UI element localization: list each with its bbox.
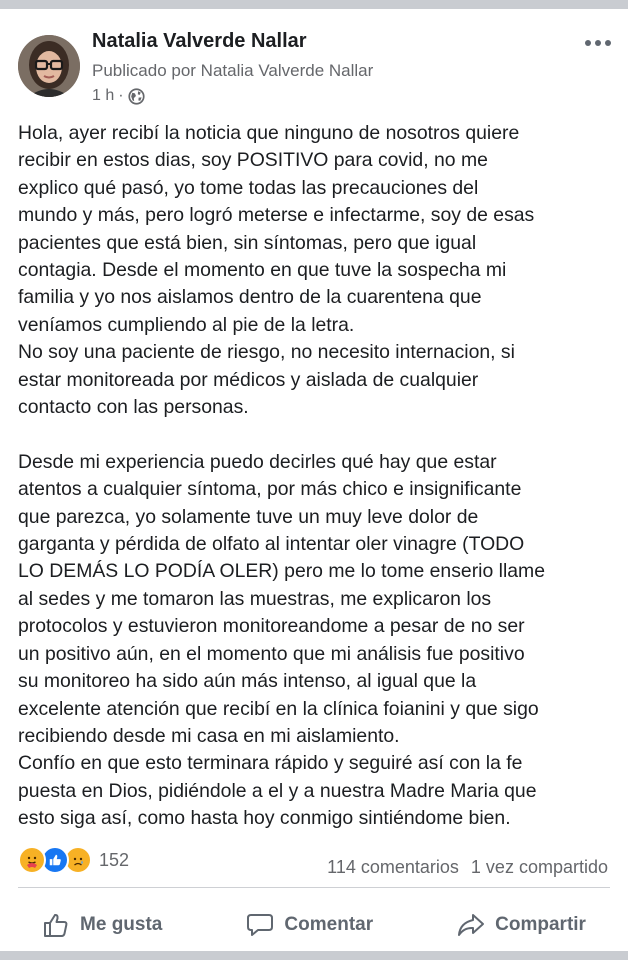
comment-button[interactable] — [246, 912, 373, 938]
post-time[interactable]: 1 h — [92, 87, 115, 104]
share-label: Compartir — [495, 914, 586, 935]
like-button[interactable] — [42, 912, 162, 938]
globe-icon[interactable] — [128, 88, 145, 105]
divider — [18, 887, 610, 888]
reaction-count[interactable]: 152 — [99, 849, 130, 870]
reactions-summary[interactable] — [18, 846, 129, 874]
meta-separator: · — [118, 87, 124, 104]
like-label: Me gusta — [80, 914, 163, 935]
post-meta — [92, 87, 145, 105]
comment-label: Comentar — [284, 914, 374, 935]
avatar[interactable] — [18, 35, 80, 97]
post-paragraph-1: Hola, ayer recibí la noticia que ninguno de nosotros quiere recibir en estos dias, soy POSITIVO para covid, no me explico qué pasó, yo tome todas las precauciones del mundo y más, pero logró meterse e infectarme, soy de esas pacientes que está bien, sin síntomas, pero que igual contagia. Desde el momento en que tuve la sospecha mi familia y yo nos aislamos dentro de la cuarentena que veníamos cumpliendo al pie de la letra. No soy una paciente de riesgo, no necesito internacion, si estar monitoreada por médicos y aislada de cualquier contacto con las personas. — [18, 122, 535, 419]
share-icon — [457, 912, 485, 938]
thumbs-up-icon — [42, 912, 70, 938]
comments-count[interactable]: 114 comentarios — [327, 857, 459, 877]
avatar-image — [18, 35, 80, 97]
comment-icon — [246, 912, 274, 938]
action-bar — [0, 901, 628, 949]
post-paragraph-2: Desde mi experiencia puedo decirles qué hay que estar atentos a cualquier síntoma, por más chico e insignificante que parezca, yo solamente tuve un muy leve dolor de garganta y pérdida de olfato al intentar oler vinagre (TODO LO DEMÁS LO PODÍA OLER) pero me lo tome enserio llame al sedes y me tomaron las muestras, me explicaron los protocolos y estuvieron monitoreandome a pesar de no ser un positivo aún, en el momento que mi análisis fue positivo su monitoreo ha sido aún más intenso, al igual que la excelente atención que recibí en la clínica foianini y que sigo recibiendo desde mi casa en mi aislamiento. Confío en que esto terminara rápido y seguiré así con la fe puesta en Dios, pidiéndole a el y a nuestra Madre Maria que esto siga así, como hasta hoy conmigo sintiéndome bien. — [18, 450, 545, 830]
published-by: Publicado por Natalia Valverde Nallar — [92, 61, 374, 80]
more-options-icon[interactable] — [582, 35, 614, 51]
share-button[interactable] — [457, 912, 586, 938]
care-reaction-icon — [18, 846, 46, 874]
engagement-stats — [327, 857, 608, 878]
post-body — [18, 120, 618, 833]
author-name[interactable]: Natalia Valverde Nallar — [92, 30, 307, 52]
shares-count[interactable]: 1 vez compartido — [470, 857, 608, 877]
post-card — [0, 9, 628, 951]
